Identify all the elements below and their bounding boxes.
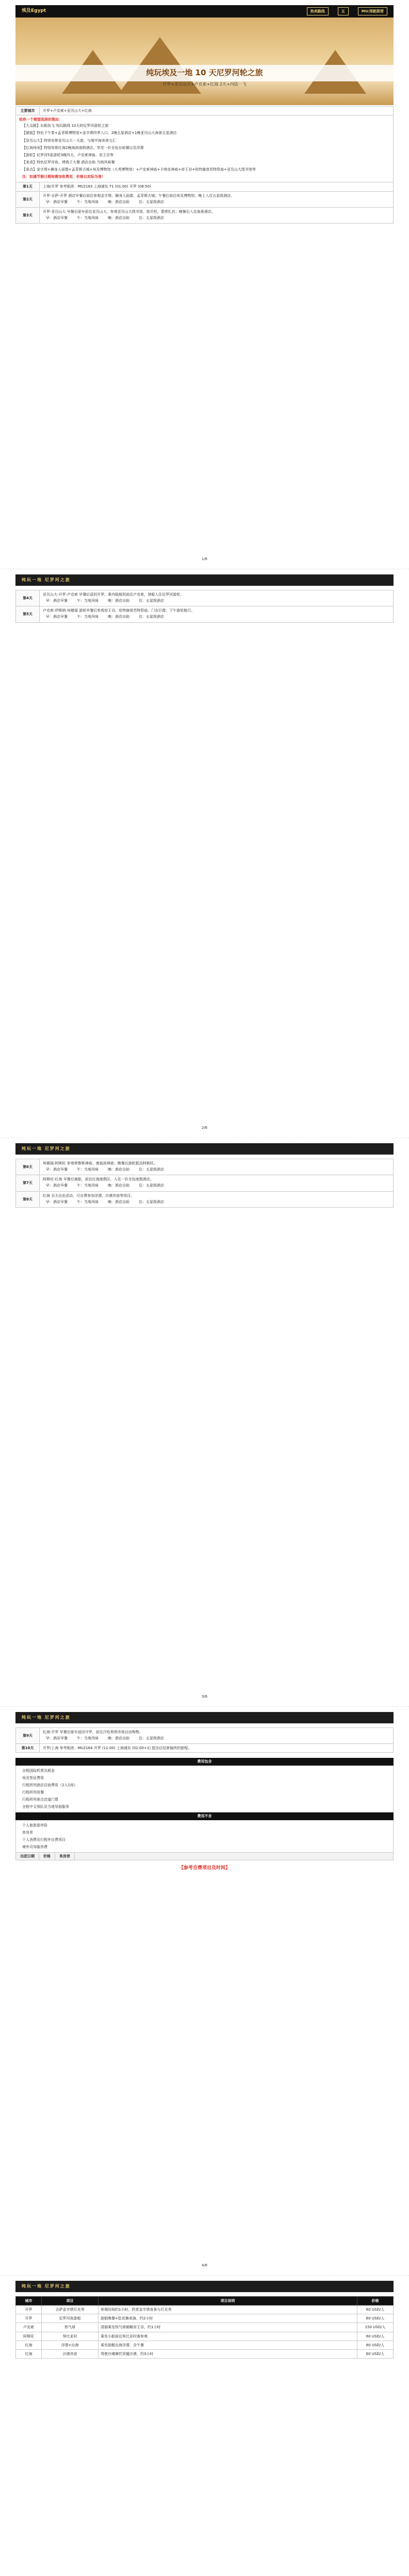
meal-lunch: 午：当地风味: [77, 615, 99, 619]
excludes-title: 费用不含: [15, 1812, 394, 1820]
price-cell: 150 USD/人: [357, 2323, 394, 2332]
day-text: 亚历山大-开罗-卢克索 早餐后返回开罗，乘内陆航班前往卢克索，登船入住尼罗河游轮。: [43, 592, 184, 597]
include-item: 行程所列酒店住宿费用（2人1间）: [22, 1783, 77, 1787]
price-cell: 60 USD/人: [357, 2332, 394, 2341]
highlight-point: 【景点】金字塔+狮身人面像+孟菲斯古城+埃及博物馆（大英博物馆）+卢克索神庙+卡纳克神庙+帝王谷+哈特谢普苏特祭庙+亚历山大图书馆等: [22, 167, 256, 172]
overview: [15, 106, 394, 224]
item-cell: 吉萨金字塔灯光秀: [42, 2306, 99, 2314]
desc-cell: 清晨乘坐热气球俯瞰帝王谷，约1小时: [99, 2323, 357, 2332]
price-col: 出团日期: [16, 1853, 39, 1860]
page-deco-band: 纯玩一地 尼罗河之旅: [15, 1712, 394, 1723]
highlight-point: 【大众路】东航执飞 纯玩路线 10天的尼罗河游轮之旅: [22, 124, 109, 128]
hotel-info: 住：五星级酒店: [139, 215, 164, 220]
meal-breakfast: 早：酒店早餐: [46, 599, 68, 603]
includes-title: 费用包含: [15, 1758, 394, 1765]
meal-dinner: 晚：酒店自助: [108, 199, 129, 204]
meal-breakfast: 早：酒店早餐: [46, 1167, 68, 1172]
day-text: 开罗/上海 参考航班：MU2184 开罗 (11:00) 上海浦东 (02:00+1) 抵达后结束愉快的旅程。: [43, 1746, 192, 1751]
highlight-point: 【红海休闲】特别安排红海2晚海滨度假酒店，享受一价全包自助餐以及浮潜: [22, 145, 144, 150]
meal-lunch: 午：当地风味: [77, 1183, 99, 1188]
city-cell: 开罗: [16, 2314, 42, 2323]
city-cell: 开罗: [16, 2306, 42, 2314]
meal-dinner: 晚：酒店自助: [108, 1167, 129, 1172]
page-3: [0, 1138, 409, 1706]
hotel-info: 住：五星级酒店: [139, 615, 164, 619]
price-cell: 60 USD/人: [357, 2349, 394, 2358]
table-row: [16, 2306, 394, 2314]
banner-tag: 五: [338, 7, 349, 15]
meal-lunch: 午：当地风味: [77, 1736, 99, 1741]
meal-breakfast: 早：酒店早餐: [46, 1183, 68, 1188]
day-text: 阿斯旺-红海 早餐后离船，前往红海度假区，入住一价全包度假酒店。: [43, 1177, 154, 1182]
page-5: [0, 2275, 409, 2576]
city-cell: 卢克索: [16, 2323, 42, 2332]
meal-dinner: 晚：酒店自助: [108, 599, 129, 603]
day-label: 第4天: [16, 590, 40, 606]
meal-breakfast: 早：酒店早餐: [46, 615, 68, 619]
price-col: 价格: [39, 1853, 55, 1860]
top-banner: [15, 5, 394, 18]
price-cell: 60 USD/人: [357, 2306, 394, 2314]
include-item: 全程国际机票及税金: [22, 1768, 55, 1773]
day-text: 埃德福-阿斯旺 参观荷鲁斯神庙、康翁波神庙；晚餐后游轮抵达阿斯旺。: [43, 1161, 157, 1165]
selfpay-title: 【参考自费项目及时间】: [15, 1863, 394, 1873]
page-number: 4/6: [201, 2263, 208, 2267]
highlight-row: [15, 115, 394, 182]
includes-list: [15, 1766, 394, 1813]
page-number: 1/6: [201, 556, 208, 561]
table-row: [16, 2323, 394, 2332]
day-text: 开罗-吉萨-开罗 酒店早餐后前往参观金字塔、狮身人面像、孟菲斯古城；午餐后前往埃及博物馆。晚上入住五星级酒店。: [43, 193, 235, 198]
highlight-title: 给你一个期望选择的理由：: [19, 117, 62, 122]
price-cell: 80 USD/人: [357, 2341, 394, 2349]
meal-dinner: 晚：酒店自助: [108, 1736, 129, 1741]
city-cell: 红海: [16, 2349, 42, 2358]
meal-lunch: 午：当地风味: [77, 599, 99, 603]
table-row: [16, 2332, 394, 2341]
desc-cell: 乘坐游艇出海浮潜，含午餐: [99, 2341, 357, 2349]
hotel-info: 住：五星级酒店: [139, 1167, 164, 1172]
hotel-info: 住：五星级酒店: [139, 1736, 164, 1741]
page-2: [0, 569, 409, 1138]
day-row: [15, 182, 394, 191]
day-label: 第2天: [16, 192, 40, 207]
day-text: 上海/开罗 参考航班：MU2183 上海浦东 T1 (01:00) 开罗 (08:50): [43, 184, 151, 189]
day-row: [15, 1744, 394, 1753]
table-header: 城市: [16, 2297, 42, 2306]
page-subtitle: 开罗+亚历山大+卢克索+红海 2天+内陆一飞: [162, 82, 247, 87]
meal-lunch: 午：当地风味: [77, 1167, 99, 1172]
meal-lunch: 午：当地风味: [77, 215, 99, 220]
day-label: 第7天: [16, 1175, 40, 1191]
page-number: 3/6: [201, 1694, 208, 1699]
day-label: 第3天: [16, 208, 40, 223]
desc-cell: 驾驶沙滩摩托穿越沙漠，约3小时: [99, 2349, 357, 2358]
routes-row: [15, 106, 394, 115]
table-row: [16, 2314, 394, 2323]
highlight-note: 注：如遇节假日期间需加收费用，价格以实际为准！: [22, 175, 105, 179]
exclude-item: 个人旅游意外险: [22, 1823, 47, 1827]
item-cell: 浮潜+出海: [42, 2341, 99, 2349]
day-row: [15, 1159, 394, 1175]
meal-lunch: 午：当地风味: [77, 199, 99, 204]
meal-dinner: 晚：酒店自助: [108, 615, 129, 619]
hotel-info: 住：五星级酒店: [139, 199, 164, 204]
page-deco-band: 纯玩一地 尼罗河之旅: [15, 574, 394, 586]
hotel-info: 住：五星级酒店: [139, 599, 164, 603]
day-row: [15, 590, 394, 606]
meal-breakfast: 早：酒店早餐: [46, 215, 68, 220]
page-deco-band: 纯玩一地 尼罗河之旅: [15, 2281, 394, 2292]
day-label: 第5天: [16, 606, 40, 622]
day-text: 开罗-亚历山大 早餐后驱车前往亚历山大，参观亚历山大图书馆、庞贝柱、蒙塔扎宫；晚餐后入住海景酒店。: [43, 209, 215, 214]
highlight-point: 【游轮】尼罗河5星游轮3晚四天，卢克索神庙、帝王谷等: [22, 152, 113, 157]
hero-image: [15, 18, 394, 105]
day-text: 卢克索-伊斯纳-埃德福 游轮早餐后参观帝王谷、哈特谢普苏特祭庙、门农巨像；下午游轮航行。: [43, 608, 195, 613]
city-cell: 红海: [16, 2341, 42, 2349]
item-cell: 热气球: [42, 2323, 99, 2332]
hotel-info: 住：五星级酒店: [139, 1199, 164, 1204]
page-1: [0, 0, 409, 569]
meal-breakfast: 早：酒店早餐: [46, 1199, 68, 1204]
day-row: [15, 208, 394, 224]
page-number: 2/6: [201, 1125, 208, 1130]
day-label: 第10天: [16, 1744, 40, 1752]
banner-left: 埃及Egypt: [22, 8, 46, 14]
table-header: 项目: [42, 2297, 99, 2306]
day-text: 红海 全天自由活动，可自费参加浮潜、沙漠冲浪等项目。: [43, 1193, 135, 1198]
item-cell: 尼罗河夜游船: [42, 2314, 99, 2323]
meal-breakfast: 早：酒店早餐: [46, 1736, 68, 1741]
highlight-point: 【超值】特色下午茶+孟菲斯博物馆+金字塔四季入口，2晚五星酒店+1晚亚历山大海景五星酒店: [22, 131, 177, 135]
item-cell: 沙漠冲浪: [42, 2349, 99, 2358]
exclude-item: 境外司导服务费: [22, 1844, 47, 1849]
meal-dinner: 晚：酒店自助: [108, 1199, 129, 1204]
routes-label: 主要城市: [16, 107, 40, 115]
page-title: 纯玩埃及一地 10 天尼罗河轮之旅: [15, 65, 394, 81]
day-row: [15, 1192, 394, 1208]
price-header: [15, 1853, 394, 1860]
table-header: 项目说明: [99, 2297, 357, 2306]
highlight-point: 【美食】特色尼罗河鱼，烤鸽子大餐 酒店自助 当地风味餐: [22, 160, 115, 164]
item-cell: 努比亚村: [42, 2332, 99, 2341]
highlight-point: 【亚历山大】特别安排亚历山大一天游，与地中海美景交汇: [22, 138, 116, 143]
day-text: 红海-开罗 早餐后驱车返回开罗，前往汗哈利利市场自由购物。: [43, 1730, 143, 1734]
day-row: [15, 1727, 394, 1744]
meal-lunch: 午：当地风味: [77, 1199, 99, 1204]
desc-cell: 参观时间约1小时，欣赏金字塔夜景与灯光秀: [99, 2306, 357, 2314]
day-label: 第8天: [16, 1192, 40, 1207]
include-item: 埃及签证费用: [22, 1775, 44, 1780]
day-row: [15, 1175, 394, 1191]
routes-value: 开罗+卢克索+亚历山大+红海: [43, 109, 92, 113]
meal-dinner: 晚：酒店自助: [108, 1183, 129, 1188]
excludes-list: [15, 1820, 394, 1853]
page-deco-band: 纯玩一地 尼罗河之旅: [15, 1143, 394, 1155]
day-label: 第1天: [16, 182, 40, 191]
banner-tag: 热卖路线: [307, 7, 329, 15]
desc-cell: 乘坐小船前往努比亚村落参观: [99, 2332, 357, 2341]
table-header: 价格: [357, 2297, 394, 2306]
meal-breakfast: 早：酒店早餐: [46, 199, 68, 204]
include-item: 行程所列景点首道门票: [22, 1798, 58, 1802]
day-row: [15, 192, 394, 208]
selfpay-table: [15, 2296, 394, 2359]
price-cell: 60 USD/人: [357, 2314, 394, 2323]
day-label: 第9天: [16, 1728, 40, 1743]
include-item: 行程所列用餐: [22, 1790, 44, 1794]
day-row: [15, 606, 394, 622]
exclude-item: 个人消费及行程外自费项目: [22, 1837, 66, 1842]
price-col: 单房差: [55, 1853, 75, 1860]
exclude-item: 单房差: [22, 1830, 33, 1835]
hotel-info: 住：五星级酒店: [139, 1183, 164, 1188]
table-row: [16, 2341, 394, 2349]
meal-dinner: 晚：酒店自助: [108, 215, 129, 220]
table-row: [16, 2349, 394, 2358]
desc-cell: 游船晚餐+肚皮舞表演，约2小时: [99, 2314, 357, 2323]
page-4: [0, 1706, 409, 2275]
day-label: 第6天: [16, 1159, 40, 1175]
city-cell: 阿斯旺: [16, 2332, 42, 2341]
banner-tag: MU/深航联营: [358, 7, 387, 15]
include-item: 全程中文领队及当地导游服务: [22, 1805, 69, 1809]
